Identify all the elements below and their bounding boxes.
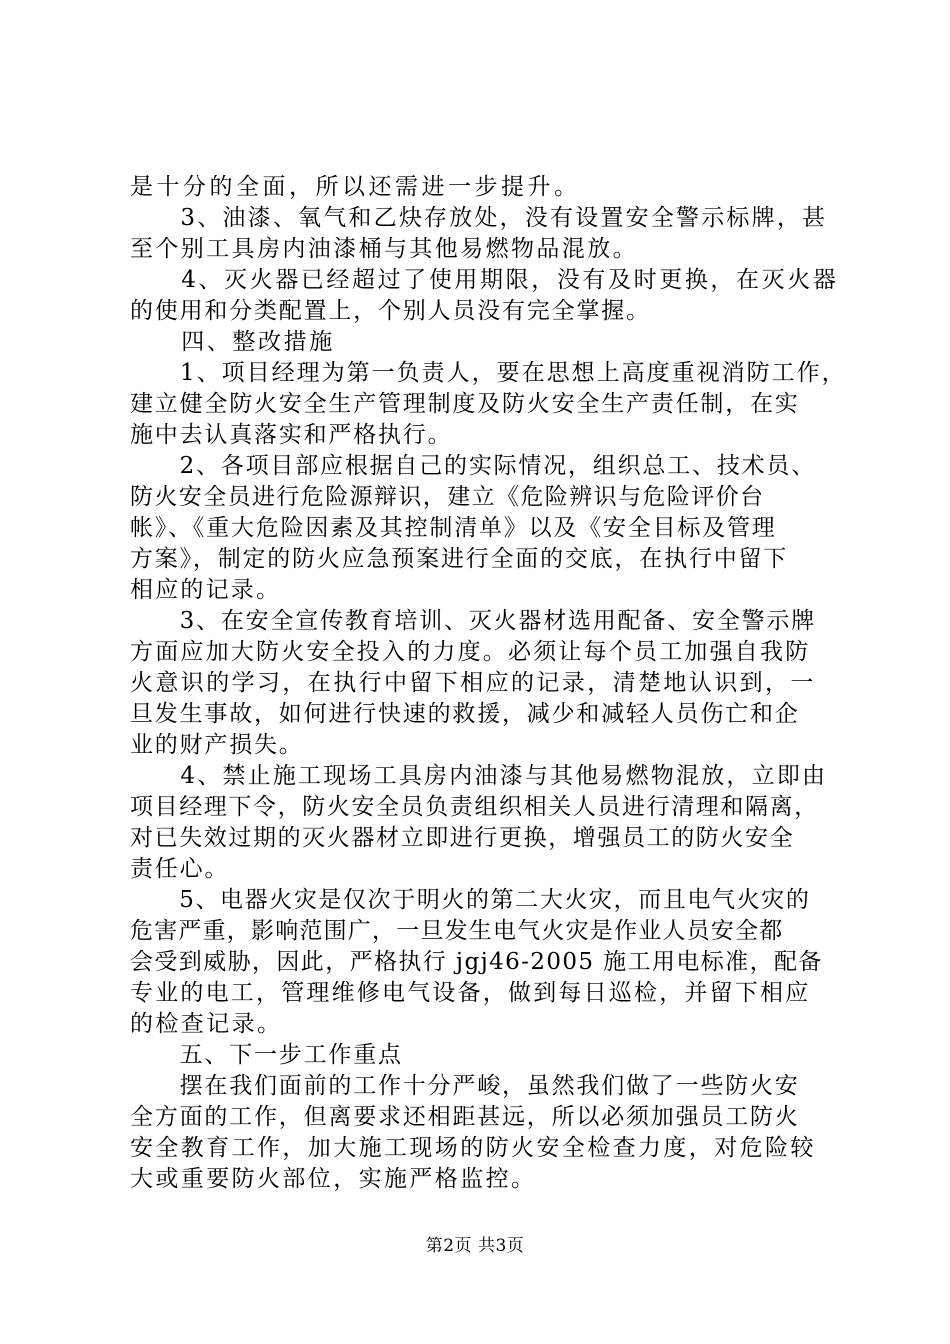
text-line: 项目经理下令，防火安全员负责组织相关人员进行清理和隔离，	[130, 794, 819, 820]
text-line: 火意识的学习，在执行中留下相应的记录，清楚地认识到，一	[130, 670, 816, 696]
text-line: 帐》、《重大危险因素及其控制清单》以及《安全目标及管理	[130, 515, 777, 541]
text-line: 危害严重，影响范围广，一旦发生电气火灾是作业人员安全都	[130, 918, 784, 944]
text-line: 3、油漆、氧气和乙炔存放处，没有设置安全警示标牌，甚	[130, 205, 828, 231]
text-line: 3、在安全宣传教育培训、灭火器材选用配备、安全警示牌	[130, 608, 817, 634]
text-line: 4、灭火器已经超过了使用期限，没有及时更换，在灭火器	[130, 267, 839, 293]
text-line: 施中去认真落实和严格执行。	[130, 422, 453, 448]
text-line: 专业的电工，管理维修电气设备，做到每日巡检，并留下相应	[130, 980, 811, 1006]
page-number: 第2页 共3页	[425, 1236, 525, 1256]
text-line: 方案》，制定的防火应急预案进行全面的交底，在执行中留下	[130, 546, 789, 572]
text-line: 全方面的工作，但离要求还相距甚远，所以必须加强员工防火	[130, 1104, 800, 1130]
text-line: 大或重要防火部位，实施严格监控。	[130, 1166, 537, 1192]
text-line: 1、项目经理为第一负责人，要在思想上高度重视消防工作，	[130, 360, 847, 386]
text-line: 的检查记录。	[130, 1011, 283, 1037]
text-line: 相应的记录。	[130, 577, 282, 603]
text-line: 会受到威胁，因此，严格执行 jgj46-2005 施工用电标准，配备	[130, 949, 823, 975]
text-line: 的使用和分类配置上，个别人员没有完全掌握。	[130, 298, 651, 324]
text-line: 旦发生事故，如何进行快速的救援，减少和减轻人员伤亡和企	[130, 701, 800, 727]
text-line: 建立健全防火安全生产管理制度及防火安全生产责任制，在实	[130, 391, 800, 417]
text-line: 责任心。	[130, 856, 230, 882]
text-line: 安全教育工作，加大施工现场的防火安全检查力度，对危险较	[130, 1135, 816, 1161]
text-line: 是十分的全面，所以还需进一步提升。	[130, 174, 581, 200]
section-heading: 五、下一步工作重点	[130, 1042, 403, 1068]
text-line: 摆在我们面前的工作十分严峻，虽然我们做了一些防火安	[130, 1073, 800, 1099]
text-line: 4、禁止施工现场工具房内油漆与其他易燃物混放，立即由	[130, 763, 828, 789]
text-line: 5、电器火灾是仅次于明火的第二大火灾，而且电气火灾的	[130, 887, 811, 913]
text-line: 对已失效过期的灭火器材立即进行更换，增强员工的防火安全	[130, 825, 795, 851]
text-line: 业的财产损失。	[130, 732, 304, 758]
section-heading: 四、整改措施	[130, 329, 335, 355]
text-line: 至个别工具房内油漆桶与其他易燃物品混放。	[130, 236, 638, 262]
document-body	[130, 172, 847, 1195]
text-line: 方面应加大防火安全投入的力度。必须让每个员工加强自我防	[130, 639, 811, 665]
text-line: 防火安全员进行危险源辩识，建立《危险辨识与危险评价台	[130, 484, 765, 510]
text-line: 2、各项目部应根据自己的实际情况，组织总工、技术员、	[130, 453, 817, 479]
page-footer	[0, 1235, 950, 1257]
